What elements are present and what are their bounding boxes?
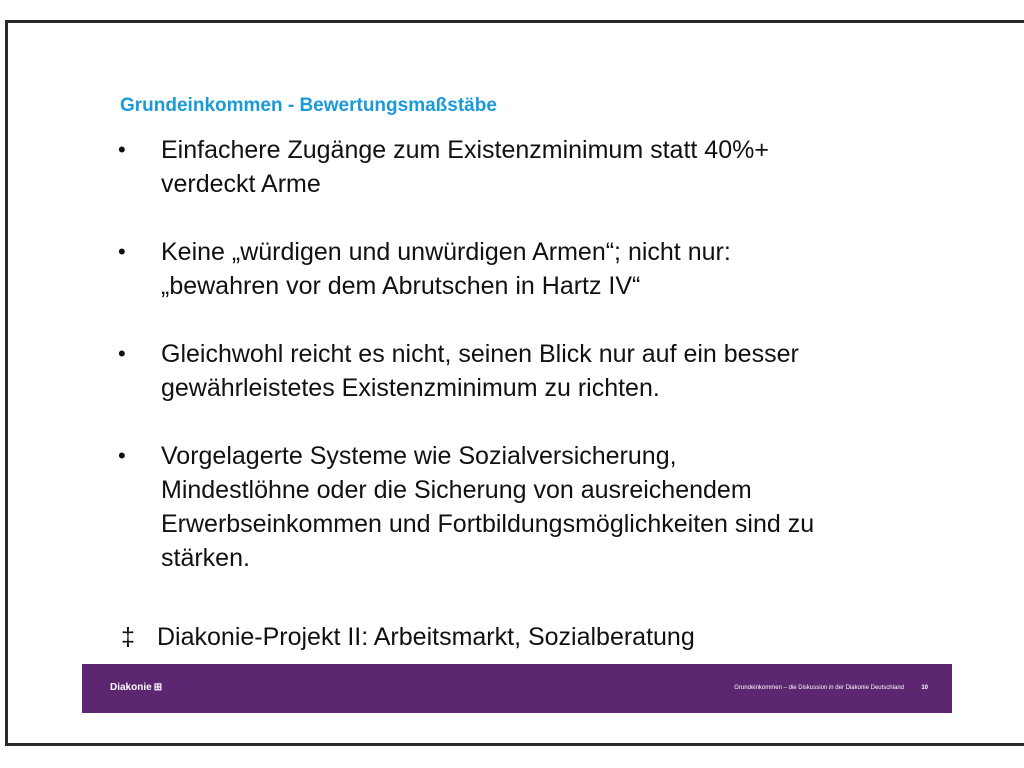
bullet-icon: • <box>118 137 126 162</box>
footer-caption: Grundeinkommen – die Diskussion in der Diakonie Deutschland <box>734 685 904 691</box>
bullet-icon: • <box>118 341 126 366</box>
logo-text: Diakonie <box>110 682 152 693</box>
bullet-line: gewährleistetes Existenzminimum zu richten. <box>161 374 660 402</box>
bullet-item <box>118 337 958 405</box>
diakonie-logo <box>110 682 162 693</box>
page-number: 10 <box>921 685 928 691</box>
footer-bar <box>82 664 952 713</box>
bullet-line: stärken. <box>161 544 250 572</box>
cross-logo-icon: ⊞ <box>153 682 163 693</box>
bullet-line: Gleichwohl reicht es nicht, seinen Blick nur auf ein besser <box>161 340 799 368</box>
bullet-line: verdeckt Arme <box>161 170 321 198</box>
bullet-icon: • <box>118 239 126 264</box>
bullet-list <box>118 133 958 609</box>
bullet-item <box>118 439 958 575</box>
slide-title: Grundeinkommen - Bewertungsmaßstäbe <box>120 95 497 116</box>
bullet-line: Einfachere Zugänge zum Existenzminimum statt 40%+ <box>161 136 769 164</box>
conclusion-text: Diakonie-Projekt II: Arbeitsmarkt, Sozialberatung <box>157 623 695 651</box>
bullet-line: Vorgelagerte Systeme wie Sozialversicherung, <box>161 442 677 470</box>
double-dagger-icon: ‡ <box>121 623 135 651</box>
bullet-line: „bewahren vor dem Abrutschen in Hartz IV“ <box>161 272 641 300</box>
conclusion-line <box>121 620 695 654</box>
bullet-line: Keine „würdigen und unwürdigen Armen“; nicht nur: <box>161 238 731 266</box>
bullet-item <box>118 133 958 201</box>
bullet-item <box>118 235 958 303</box>
bullet-icon: • <box>118 443 126 468</box>
bullet-line: Erwerbseinkommen und Fortbildungsmöglichkeiten sind zu <box>161 510 815 538</box>
bullet-line: Mindestlöhne oder die Sicherung von ausreichendem <box>161 476 752 504</box>
